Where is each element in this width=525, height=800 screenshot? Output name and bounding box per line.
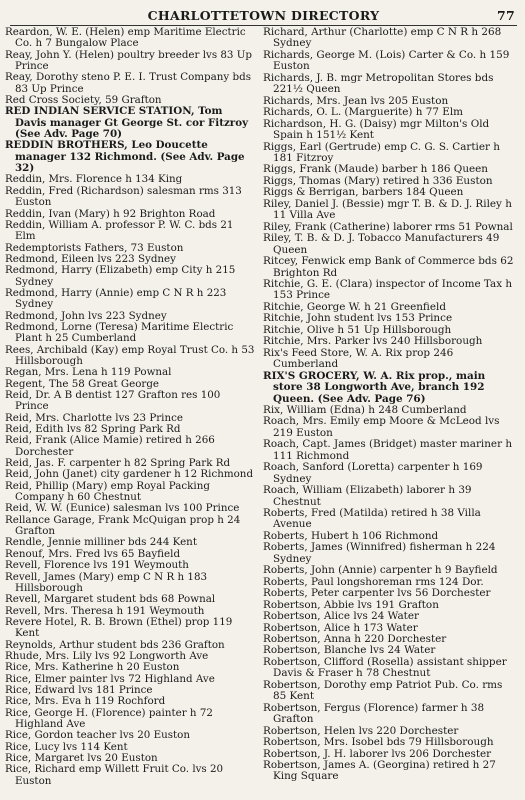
directory-entry: Ritchie, G. E. (Clara) inspector of Income Tax h 153 Prince (263, 277, 513, 302)
directory-entry: Rice, Elmer painter lvs 72 Highland Ave (5, 672, 215, 685)
directory-entry: Robertson, Alice lvs 24 Water (263, 610, 419, 623)
directory-entry: Ritchie, George W. h 21 Greenfield (263, 300, 446, 313)
directory-entry: Roach, William (Elizabeth) laborer h 39 Chestnut (263, 484, 472, 508)
directory-entry: Renouf, Mrs. Fred lvs 65 Bayfield (5, 547, 181, 560)
directory-entry: Reardon, W. E. (Helen) emp Maritime Electric Co. h 7 Bungalow Place (5, 26, 246, 50)
directory-entry: Redmond, Lorne (Teresa) Maritime Electric Plant h 25 Cumberland (5, 320, 234, 345)
directory-entry: RED INDIAN SERVICE STATION, Tom Davis manager Gt George St. cor Fitzroy (See Adv. Page 70) (5, 105, 249, 141)
directory-entry: Rix's Feed Store, W. A. Rix prop 246 Cumberland (263, 346, 454, 371)
directory-entry: Rhude, Mrs. Lily lvs 92 Longworth Ave (5, 649, 209, 662)
directory-entry: Rice, Edward lvs 181 Prince (5, 683, 153, 696)
directory-entry: Riley, Daniel J. (Bessie) mgr T. B. & D. J. Riley h 11 Villa Ave (263, 197, 512, 222)
directory-entry: Rix, William (Edna) h 248 Cumberland (263, 403, 467, 416)
directory-entry: Ritchie, John student lvs 153 Prince (263, 312, 453, 325)
directory-entry: Reid, John (Janet) city gardener h 12 Richmond (5, 468, 254, 481)
directory-entry: Riggs, Earl (Gertrude) emp C. G. S. Cartier h 181 Fitzroy (263, 140, 500, 164)
directory-entry: REDDIN BROTHERS, Leo Doucette manager 132 Richmond. (See Adv. Page 32) (5, 139, 245, 175)
directory-entry: RIX'S GROCERY, W. A. Rix prop., main store 38 Longworth Ave, branch 192 Queen. (See Adv. Page 76) (263, 369, 486, 405)
directory-entry: Richards, O. L. (Marguerite) h 77 Elm (263, 106, 464, 119)
directory-entry: Richards, Mrs. Jean lvs 205 Euston (263, 94, 449, 107)
directory-entry: Robertson, Mrs. Isobel bds 79 Hillsborough (263, 736, 494, 749)
directory-entry: Rice, Mrs. Eva h 119 Rochford (5, 695, 166, 708)
directory-entry: Robertson, Clifford (Rosella) assistant shipper Davis & Fraser h 78 Chestnut (263, 655, 507, 680)
directory-title: CHARLOTTETOWN DIRECTORY (147, 7, 380, 23)
directory-entry: Reid, Phillip (Mary) emp Royal Packing Company h 60 Chestnut (5, 479, 210, 504)
directory-entry: Riggs, Frank (Maude) barber h 186 Queen (263, 163, 489, 176)
directory-entry: Reay, John Y. (Helen) poultry breeder lvs 83 Up Prince (5, 48, 253, 73)
directory-entry: Regan, Mrs. Lena h 119 Pownal (5, 366, 172, 379)
directory-entry: Reid, Mrs. Charlotte lvs 23 Prince (5, 411, 183, 424)
directory-entry: Robertson, Alice h 173 Water (263, 621, 418, 634)
page-number: 77 (497, 7, 515, 23)
directory-entry: Roberts, John (Annie) carpenter h 9 Bayfield (263, 564, 498, 577)
directory-entry: Redmond, John lvs 223 Sydney (5, 309, 167, 322)
directory-entry: Roberts, Fred (Matilda) retired h 38 Villa Avenue (263, 507, 481, 531)
directory-entry: Redmond, Harry (Elizabeth) emp City h 215 Sydney (5, 264, 236, 288)
directory-entry: Redmond, Harry (Annie) emp C N R h 223 Sydney (5, 286, 227, 311)
directory-entry: Reddin, Ivan (Mary) h 92 Brighton Road (5, 207, 216, 220)
directory-entry: Red Cross Society, 59 Grafton (5, 94, 162, 107)
directory-entry: Rice, George H. (Florence) painter h 72 Highland Ave (5, 706, 213, 730)
directory-entry: Riley, T. B. & D. J. Tobacco Manufacturers 49 Queen (263, 232, 500, 256)
directory-entry: Revell, Florence lvs 191 Weymouth (5, 559, 189, 572)
directory-entry: Richardson, H. G. (Daisy) mgr Milton's Old Spain h 151½ Kent (263, 117, 490, 142)
directory-entry: Robertson, Dorothy emp Patriot Pub. Co. rms 85 Kent (263, 678, 503, 703)
directory-entry: Reid, Frank (Alice Mamie) retired h 266 Dorchester (5, 434, 215, 458)
directory-entry: Rellance Garage, Frank McQuigan prop h 24 Grafton (5, 513, 241, 538)
directory-entry: Reid, Edith lvs 82 Spring Park Rd (5, 423, 181, 436)
directory-entry: Reid, W. W. (Eunice) salesman lvs 100 Prince (5, 502, 240, 515)
directory-entry: Revell, Margaret student bds 68 Pownal (5, 593, 216, 606)
directory-entry: Richard, Arthur (Charlotte) emp C N R h 268 Sydney (263, 26, 502, 50)
directory-entry: Rice, Lucy lvs 114 Kent (5, 740, 128, 753)
directory-entry: Robertson, Abbie lvs 191 Grafton (263, 598, 439, 611)
directory-entry: Redemptorists Fathers, 73 Euston (5, 241, 184, 254)
directory-entry: Rendle, Jennie milliner bds 244 Kent (5, 536, 197, 549)
directory-entry: Robertson, J. H. laborer lvs 206 Dorchester (263, 747, 492, 760)
directory-entry: Reid, Dr. A B dentist 127 Grafton res 100 Prince (5, 389, 221, 413)
directory-entry: Reddin, William A. professor P. W. C. bds 21 Elm (5, 218, 234, 243)
directory-entry: Roach, Capt. James (Bridget) master mariner h 111 Richmond (263, 438, 513, 462)
directory-entry: Richards, J. B. mgr Metropolitan Stores bds 221½ Queen (263, 71, 494, 96)
directory-entry: Roberts, Hubert h 106 Richmond (263, 529, 439, 542)
directory-entry: Ritcey, Fenwick emp Bank of Commerce bds 62 Brighton Rd (263, 255, 514, 279)
directory-entry: Rice, Mrs. Katherine h 20 Euston (5, 661, 180, 674)
directory-entry: Roberts, Peter carpenter lvs 56 Dorchester (263, 587, 491, 600)
directory-entry: Robertson, James A. (Georgina) retired h 27 King Square (263, 759, 496, 783)
directory-entry: Ritchie, Mrs. Parker lvs 240 Hillsborough (263, 335, 483, 348)
directory-entry: Riggs & Berrigan, barbers 184 Queen (263, 186, 464, 199)
directory-entry: Roach, Sanford (Loretta) carpenter h 169 Sydney (263, 461, 483, 485)
directory-entry: Rice, Gordon teacher lvs 20 Euston (5, 729, 190, 742)
directory-entry: Reynolds, Arthur student bds 236 Grafton (5, 638, 225, 651)
directory-entry: Ritchie, Olive h 51 Up Hillsborough (263, 323, 452, 336)
directory-entry: Riley, Frank (Catherine) laborer rms 51 Pownal (263, 220, 513, 233)
left-column (5, 27, 255, 796)
directory-entry: Robertson, Anna h 220 Dorchester (263, 633, 447, 646)
right-column (263, 27, 518, 796)
directory-entry: Reay, Dorothy steno P. E. I. Trust Company bds 83 Up Prince (5, 71, 251, 95)
directory-entry: Robertson, Fergus (Florence) farmer h 38 Grafton (263, 701, 485, 726)
directory-entry: Revell, James (Mary) emp C N R h 183 Hillsborough (5, 570, 208, 594)
directory-entry: Revere Hotel, R. B. Brown (Ethel) prop 119 Kent (5, 615, 233, 640)
directory-entry: Roberts, James (Winnifred) fisherman h 224 Sydney (263, 541, 496, 565)
directory-entry: Robertson, Blanche lvs 24 Water (263, 644, 436, 657)
directory-entry: Rice, Margaret lvs 20 Euston (5, 752, 158, 764)
directory-entry: Reid, Jas. F. carpenter h 82 Spring Park Rd (5, 457, 231, 470)
directory-entry: Roberts, Paul longshoreman rms 124 Dor. (263, 575, 484, 588)
directory-entry: Rice, Richard emp Willett Fruit Co. lvs 20 Euston (5, 763, 224, 787)
directory-entry: Revell, Mrs. Theresa h 191 Weymouth (5, 604, 205, 617)
directory-entry: Richards, George M. (Lois) Carter & Co. h 159 Euston (263, 48, 510, 73)
directory-entry: Reddin, Fred (Richardson) salesman rms 313 Euston (5, 184, 242, 209)
directory-entry: Reddin, Mrs. Florence h 134 King (5, 173, 183, 186)
directory-entry: Redmond, Eileen lvs 223 Sydney (5, 252, 176, 265)
directory-entry: Roach, Mrs. Emily emp Moore & McLeod lvs 219 Euston (263, 415, 500, 439)
directory-entry: Regent, The 58 Great George (5, 377, 160, 390)
directory-entry: Robertson, Helen lvs 220 Dorchester (263, 724, 459, 737)
directory-entry: Rees, Archibald (Kay) emp Royal Trust Co. h 53 Hillsborough (5, 343, 255, 367)
page-header (12, 6, 515, 24)
directory-entry: Riggs, Thomas (Mary) retired h 336 Euston (263, 174, 493, 187)
